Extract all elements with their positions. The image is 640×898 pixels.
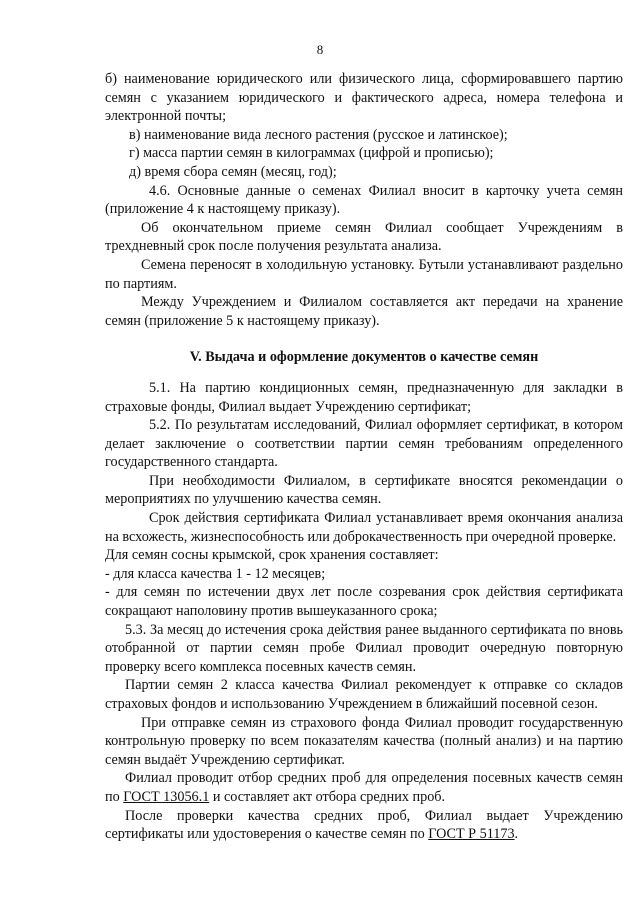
paragraph-crimean-pine: Для семян сосны крымской, срок хранения составляет: bbox=[105, 547, 439, 564]
paragraph-validity: Срок действия сертификата Филиал устанавливает время окончания анализа на всхожесть, жизнеспособность или доброкачественность при очередной проверке. bbox=[105, 510, 623, 545]
paragraph-item-d: д) время сбора семян (месяц, год); bbox=[129, 163, 337, 180]
paragraph-item-g: г) масса партии семян в килограммах (цифрой и прописью); bbox=[129, 145, 494, 162]
list-item-two-years: - для семян по истечении двух лет после созревания срок действия сертификата сокращают наполовину против вышеуказанного срока; bbox=[105, 584, 623, 620]
paragraph-certificates: После проверки качества средних проб, Филиал выдает Учреждению сертификаты или удостоверения о качестве семян по ГОСТ Р 51173. bbox=[105, 807, 623, 843]
paragraph-sampling: Филиал проводит отбор средних проб для определения посевных качеств семян по ГОСТ 13056.1 и составляет акт отбора средних проб. bbox=[105, 770, 623, 805]
list-item-class-1: - для класса качества 1 - 12 месяцев; bbox=[105, 565, 326, 582]
paragraph-dispatch-check: При отправке семян из страхового фонда Филиал проводит государственную контрольную проверку по всем показателям качества (полный анализ) и на партию семян выдаёт Учреждению сертификат. bbox=[105, 714, 623, 768]
paragraph-final-acceptance: Об окончательном приеме семян Филиал сообщает Учреждениям в трехдневный срок после получения результата анализа. bbox=[105, 219, 623, 255]
gost-r-51173-link[interactable]: ГОСТ Р 51173 bbox=[428, 826, 515, 843]
paragraph-5-2: 5.2. По результатам исследований, Филиал оформляет сертификат, в котором делает заключение о соответствии партии семян требованиям определенного государственного стандарта. bbox=[105, 417, 623, 471]
paragraph-item-b: б) наименование юридического или физического лица, сформировавшего партию семян с указанием юридического и фактического адреса, номера телефона и электронной почты; bbox=[105, 71, 623, 125]
page-number: 8 bbox=[316, 42, 324, 57]
document-body bbox=[105, 70, 623, 844]
paragraph-5-1: 5.1. На партию кондиционных семян, предназначенную для закладки в страховые фонды, Филиал выдает Учреждению сертификат; bbox=[105, 379, 623, 415]
paragraph-transfer-act: Между Учреждением и Филиалом составляется акт передачи на хранение семян (приложение 5 к настоящему приказу). bbox=[105, 294, 623, 329]
gost-13056-1-link[interactable]: ГОСТ 13056.1 bbox=[123, 788, 210, 805]
paragraph-item-v: в) наименование вида лесного растения (русское и латинское); bbox=[129, 126, 508, 143]
paragraph-class-2: Партии семян 2 класса качества Филиал рекомендует к отправке со складов страховых фондов и использованию Учреждением в ближайший посевной сезон. bbox=[105, 677, 623, 712]
paragraph-5-3: 5.3. За месяц до истечения срока действия ранее выданного сертификата по вновь отобранной от партии семян пробе Филиал проводит очередную повторную проверку всего комплекса посевных качеств семян. bbox=[105, 621, 623, 675]
paragraph-recommendations: При необходимости Филиалом, в сертификате вносятся рекомендации о мероприятиях по улучшению качества семян. bbox=[105, 472, 623, 508]
paragraph-4-6: 4.6. Основные данные о семенах Филиал вносит в карточку учета семян (приложение 4 к настоящему приказу). bbox=[105, 182, 623, 218]
section-heading: V. Выдача и оформление документов о качестве семян bbox=[189, 349, 539, 366]
paragraph-cold-storage: Семена переносят в холодильную установку. Бутыли устанавливают раздельно по партиям. bbox=[105, 256, 623, 292]
